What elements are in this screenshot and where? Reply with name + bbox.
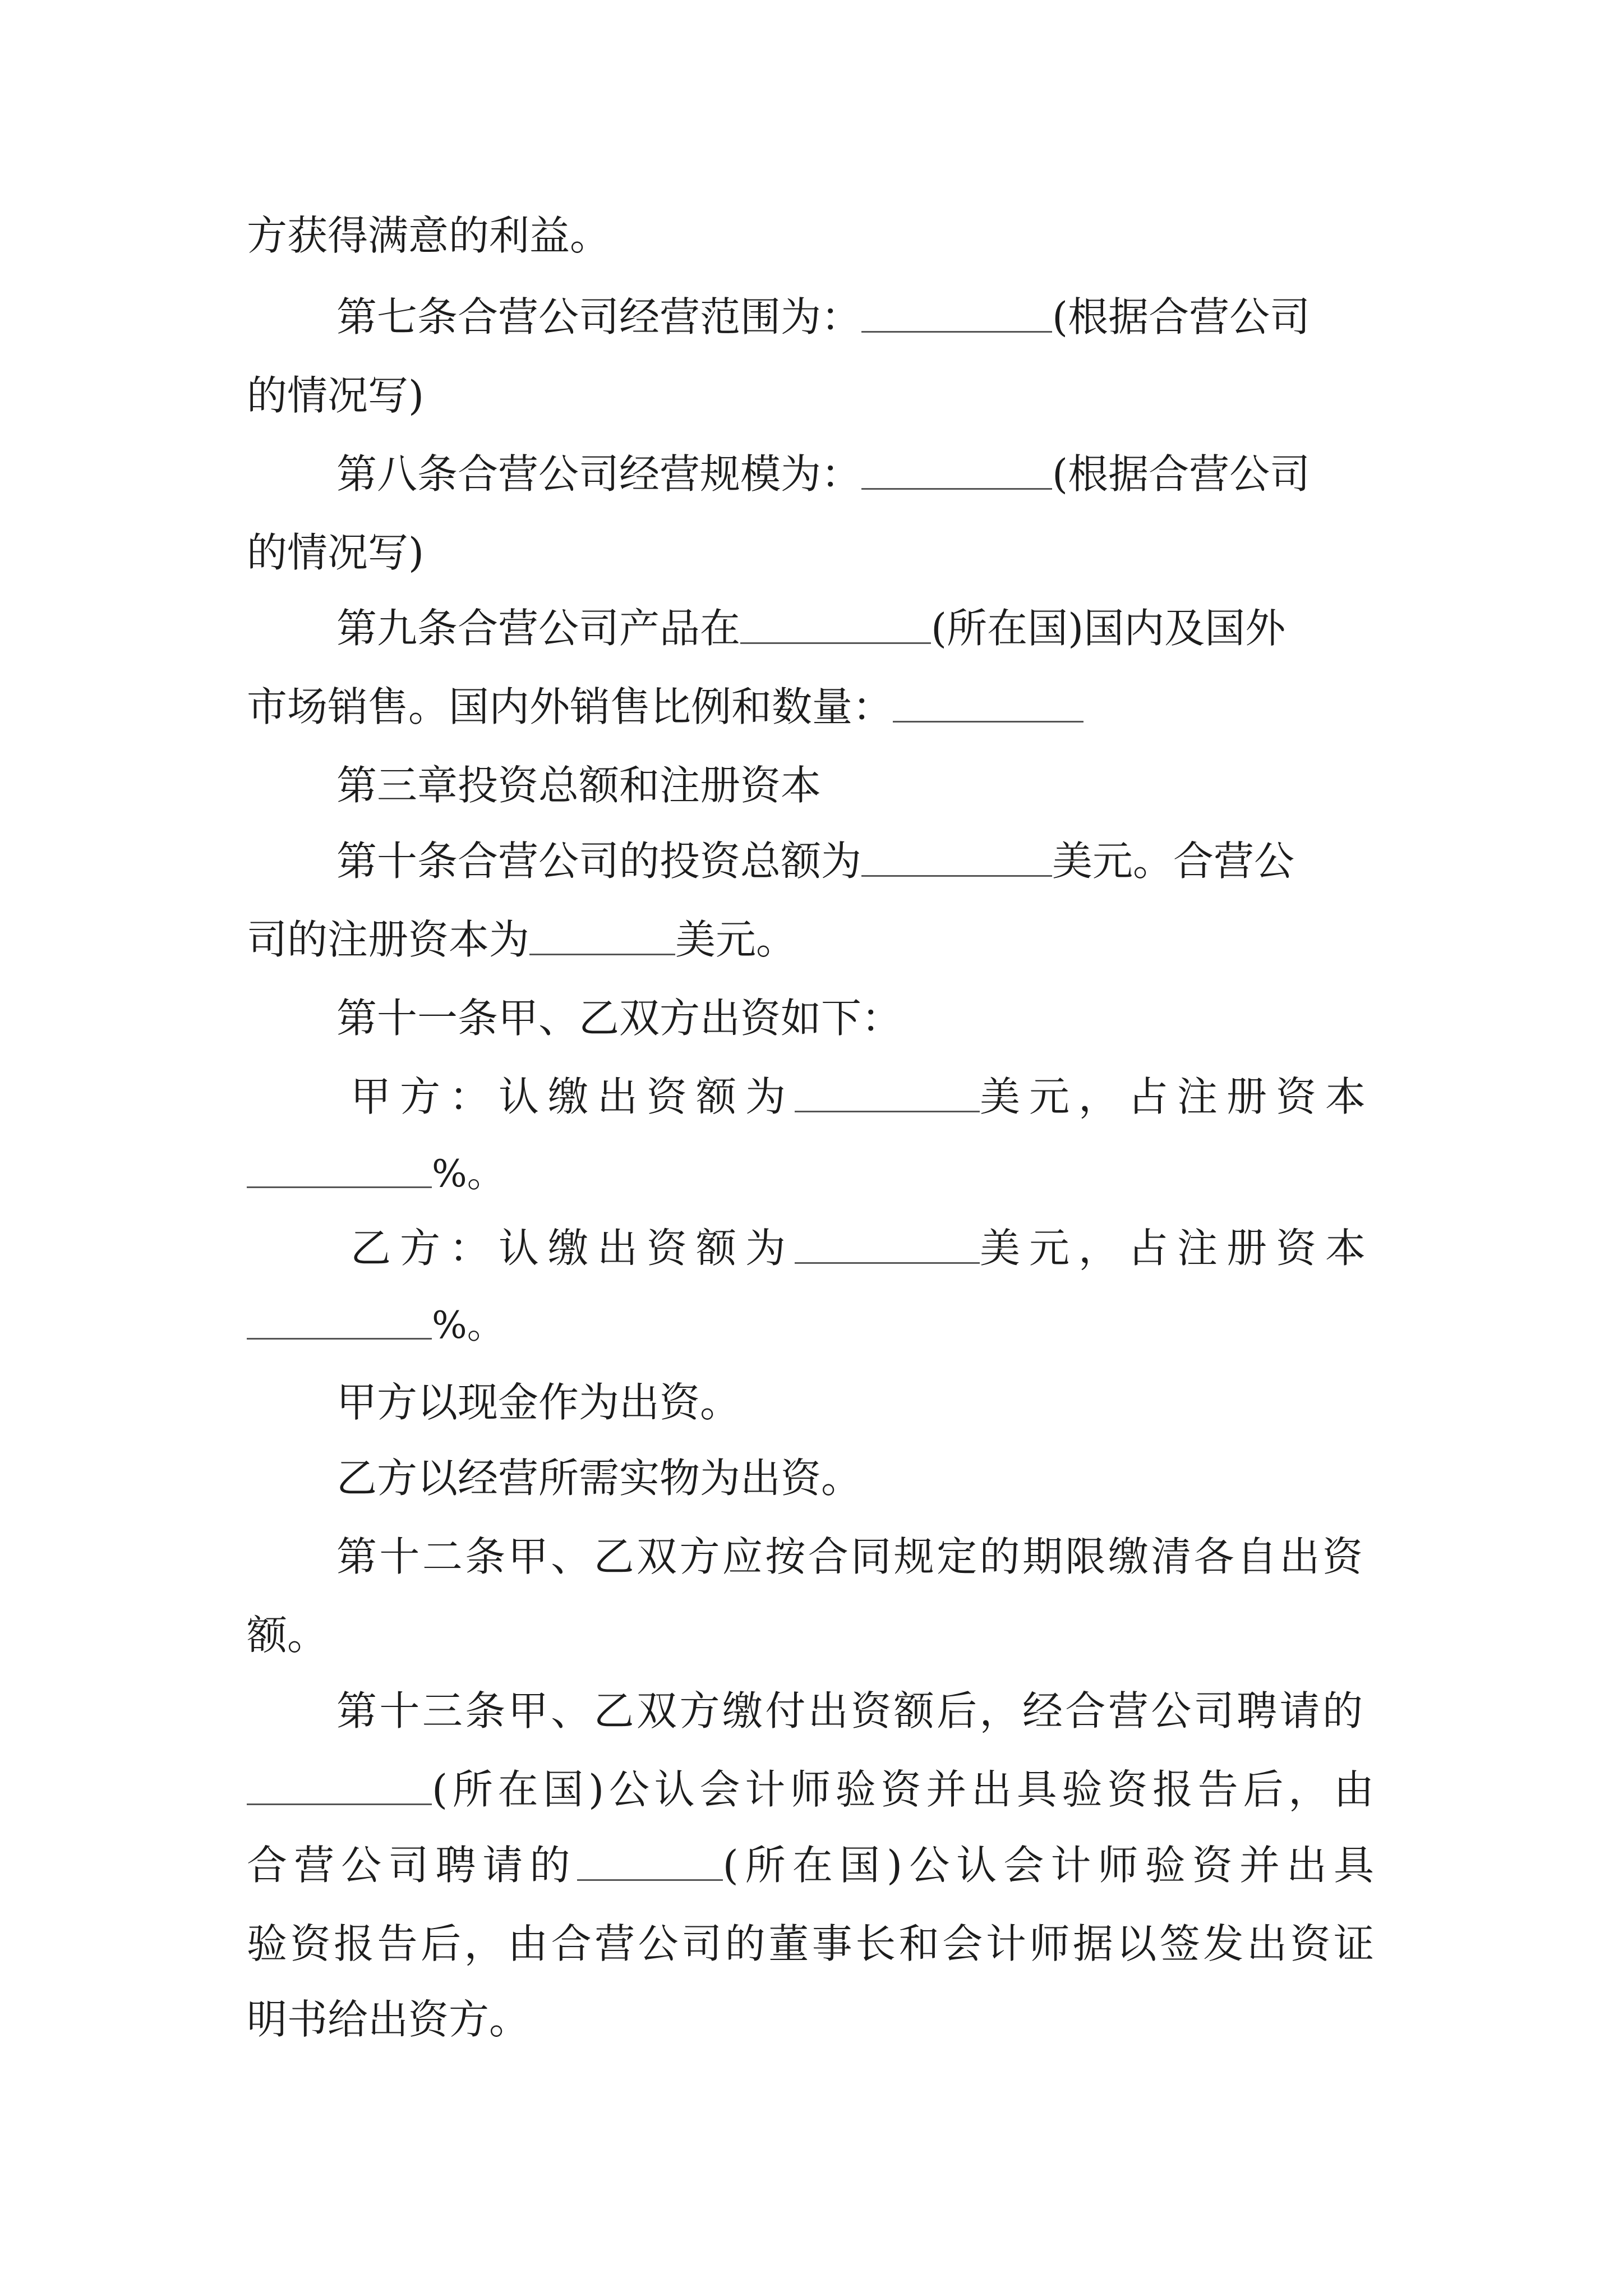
- article-13-line: [336, 1680, 1363, 1742]
- line-text: (根据合营公司: [1052, 293, 1311, 341]
- text-line: [247, 522, 424, 583]
- text-line: [247, 1142, 504, 1203]
- chapter-heading: [336, 754, 821, 816]
- fill-in-blank: [577, 1834, 723, 1881]
- line-text: (所在国)公认会计师验资并出具验资报告后，由: [432, 1766, 1374, 1813]
- line-text: 第十一条甲、乙双方出资如下：: [336, 995, 902, 1042]
- fill-in-blank: [861, 443, 1052, 490]
- fill-in-blank: [740, 597, 931, 644]
- text-line: [247, 1913, 1374, 1975]
- party-b-contribution-line: [351, 1217, 1375, 1279]
- fill-in-blank: [795, 1217, 980, 1264]
- text-line: [247, 205, 610, 266]
- text-line: [336, 1447, 861, 1509]
- line-text: 的情况写): [247, 529, 425, 576]
- line-text: 额。: [247, 1612, 328, 1659]
- text-line: [247, 909, 796, 970]
- text-line: [247, 1293, 504, 1355]
- text-line: [247, 1604, 328, 1666]
- fill-in-blank: [861, 830, 1052, 877]
- text-line: [247, 365, 424, 426]
- fill-in-blank: [529, 909, 675, 955]
- line-text: 方获得满意的利益。: [247, 212, 611, 259]
- line-text: 第十三条甲、乙双方缴付出资额后，经合营公司聘请的: [336, 1687, 1363, 1734]
- line-text: %。: [432, 1304, 504, 1347]
- fill-in-blank: [861, 286, 1052, 333]
- fill-in-blank: [247, 1293, 432, 1340]
- text-line: [247, 1989, 529, 2050]
- line-text: 合营公司聘请的: [247, 1842, 577, 1889]
- line-text: 验资报告后，由合营公司的董事长和会计师据以签发出资证: [247, 1920, 1374, 1967]
- line-text: 第三章投资总额和注册资本: [336, 762, 822, 809]
- line-text: 甲方以现金作为出资。: [336, 1379, 741, 1426]
- line-text: %。: [432, 1152, 504, 1195]
- article-9-line: [336, 597, 1285, 659]
- line-text: 第七条合营公司经营范围为：: [336, 293, 862, 341]
- party-a-contribution-line: [351, 1066, 1375, 1128]
- line-text: 市场销售。国内外销售比例和数量：: [247, 683, 893, 730]
- fill-in-blank: [247, 1142, 432, 1188]
- article-11-line: [336, 987, 902, 1049]
- line-text: 的情况写): [247, 372, 425, 419]
- article-7-line: [336, 286, 1310, 348]
- article-8-line: [336, 443, 1310, 505]
- line-text: 美元。合营公: [1052, 838, 1295, 885]
- line-text: 第十条合营公司的投资总额为: [336, 838, 862, 885]
- line-text: 乙方以经营所需实物为出资。: [336, 1455, 862, 1502]
- text-line: [247, 676, 1083, 738]
- text-line: [247, 1759, 1374, 1820]
- line-text: 美元，占注册资本: [980, 1225, 1375, 1272]
- line-text: 第十二条甲、乙双方应按合同规定的期限缴清各自出资: [336, 1533, 1363, 1580]
- article-10-line: [336, 830, 1294, 892]
- line-text: 美元。: [675, 916, 797, 963]
- line-text: (所在国)公认会计师验资并出具: [722, 1842, 1374, 1889]
- line-text: 明书给出资方。: [247, 1996, 530, 2043]
- line-text: 美元，占注册资本: [980, 1073, 1375, 1120]
- fill-in-blank: [247, 1759, 432, 1805]
- text-line: [336, 1372, 740, 1433]
- line-text: 司的注册资本为: [247, 916, 530, 963]
- text-line: [247, 1834, 1374, 1896]
- line-text: 第八条合营公司经营规模为：: [336, 450, 862, 498]
- line-text: 第九条合营公司产品在: [336, 605, 741, 652]
- fill-in-blank: [893, 676, 1083, 723]
- line-text: (根据合营公司: [1052, 450, 1311, 498]
- line-text: (所在国)国内及国外: [931, 605, 1286, 652]
- line-text: 乙方：认缴出资额为: [351, 1225, 795, 1272]
- fill-in-blank: [795, 1066, 980, 1112]
- line-text: 甲方：认缴出资额为: [351, 1073, 795, 1120]
- article-12-line: [336, 1526, 1363, 1588]
